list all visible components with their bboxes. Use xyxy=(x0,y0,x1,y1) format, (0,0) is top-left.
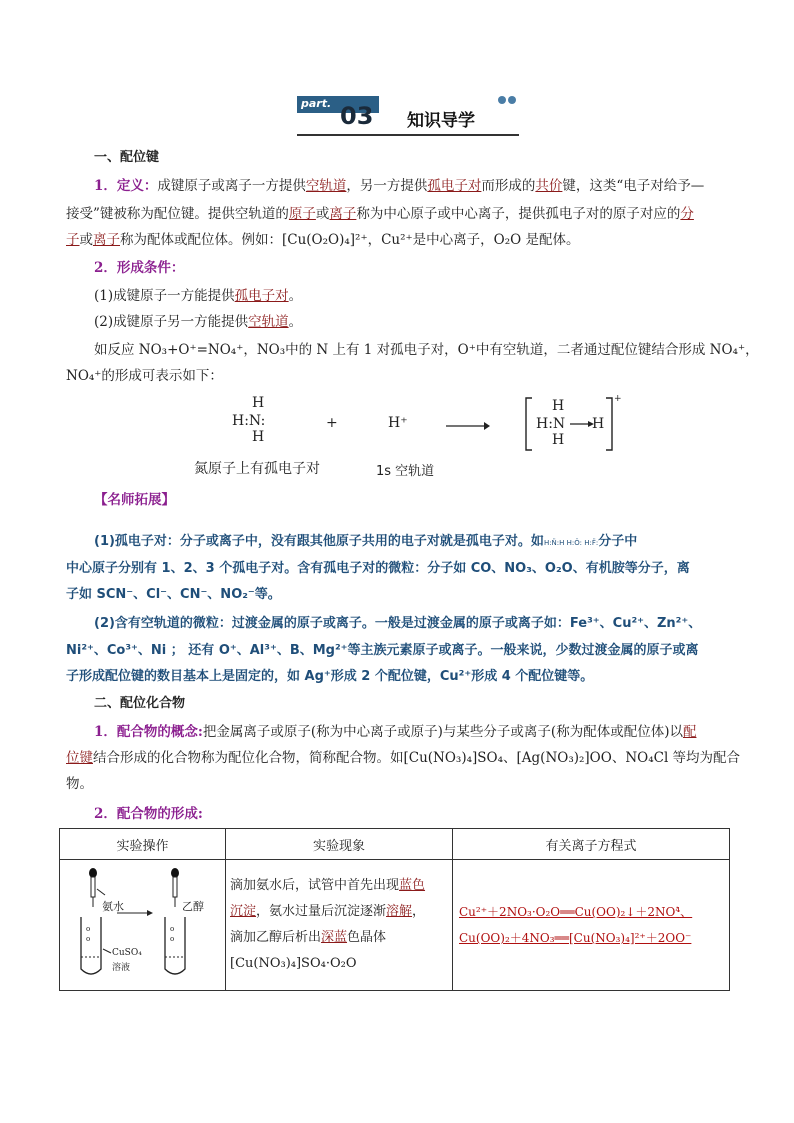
condition-label: 2．形成条件： xyxy=(94,260,185,276)
condition-1 xyxy=(94,286,758,306)
text: 称为配体或配位体。例如：[Cu(O₂O)₄]²⁺，Cu²⁺是中心离子，O₂O 是配体。 xyxy=(120,232,580,248)
concept-line-3: 物。 xyxy=(66,776,93,792)
section-title-1: 一、配位键 xyxy=(94,150,160,165)
keyword: 共价 xyxy=(535,178,563,194)
definition-line-1 xyxy=(94,176,758,196)
caption-lone-pair: 氮原子上有孤电子对 xyxy=(194,461,320,477)
observation-line xyxy=(230,899,448,925)
keyword: 离子 xyxy=(329,206,357,222)
table-header: 实验操作 xyxy=(60,829,226,860)
equation-cell xyxy=(453,860,730,991)
extension-line-2: 中心原子分别有 1、2、3 个孤电子对。含有孤电子对的微粒：分子如 CO、NO₃、O₂O、有机胺等分子，离 xyxy=(66,561,690,576)
text: 或 xyxy=(315,206,330,222)
caption-empty-orbital: 1s 空轨道 xyxy=(376,464,435,479)
text: 或 xyxy=(79,232,93,248)
table-header: 有关离子方程式 xyxy=(453,829,730,860)
keyword: 离子 xyxy=(93,232,120,248)
atom-h-bottom: H xyxy=(552,432,565,448)
text: ，另一方提供 xyxy=(346,178,428,194)
text: 称为中心原子或中心离子，提供孤电子对的原子对应的 xyxy=(356,206,681,222)
observation-cell xyxy=(226,860,453,991)
atom-n-row: H:N xyxy=(536,416,566,432)
text: 键，这类“电子对给予— xyxy=(562,178,705,194)
text: 结合形成的化合物称为配位化合物，简称配合物。如[Cu(NO₃)₄]SO₄、[Ag(NO₃)₂]OO、NO₄Cl 等均为配合 xyxy=(93,750,741,766)
proton: H⁺ xyxy=(388,415,408,431)
keyword: 子 xyxy=(66,232,80,248)
apparatus-cell xyxy=(60,860,226,991)
header-rule xyxy=(297,134,519,136)
header-part: part. xyxy=(301,97,332,110)
keyword: 孤电子对 xyxy=(427,178,482,194)
observation-line xyxy=(230,873,448,899)
keyword: 位键 xyxy=(66,750,93,766)
definition-line-3 xyxy=(66,230,730,250)
keyword: 深蓝 xyxy=(321,930,348,945)
reagent-label-solution: 溶液 xyxy=(112,963,131,973)
text: ， xyxy=(412,904,426,919)
text: 。 xyxy=(288,288,303,304)
extension-line-4: (2)含有空轨道的微粒：过渡金属的原子或离子。一般是过渡金属的原子或离子如：Fe³⁺、Cu²⁺、Zn²⁺、 xyxy=(94,616,702,631)
text: (1)孤电子对：分子或离子中，没有跟其他原子共用的电子对就是孤电子对。如 xyxy=(94,534,544,549)
header-number: 03 xyxy=(340,102,374,130)
text: (1)成键原子一方能提供 xyxy=(94,288,235,304)
decor-dots-icon xyxy=(497,94,519,106)
formation-label: 2．配合物的形成: xyxy=(94,806,203,822)
charge: + xyxy=(614,394,622,404)
reagent-label-ethanol: 乙醇 xyxy=(182,900,204,913)
extension-line-3: 子如 SCN⁻、Cl⁻、CN⁻、NO₂⁻等。 xyxy=(66,587,281,602)
observation-line: [Cu(NO₃)₄]SO₄·O₂O xyxy=(230,956,357,971)
atom-h-top: H xyxy=(552,398,565,414)
keyword: 沉淀 xyxy=(230,904,257,919)
text: 分子中 xyxy=(598,534,638,549)
extension-line-6: 子形成配位键的数目基本上是固定的，如 Ag⁺形成 2 个配位键，Cu²⁺形成 4 个配位键等。 xyxy=(66,669,594,684)
table-row xyxy=(60,860,730,991)
svg-text:o: o xyxy=(86,925,91,933)
reaction-arrow-icon xyxy=(446,420,490,432)
keyword: 空轨道 xyxy=(305,178,347,194)
text: ，氨水过量后沉淀逐渐 xyxy=(256,904,387,919)
table-header: 实验现象 xyxy=(226,829,453,860)
text: 滴加氨水后，试管中首先出现 xyxy=(230,878,400,893)
reaction-text-2: NO₄⁺的形成可表示如下： xyxy=(66,368,223,384)
concept-line-2 xyxy=(66,748,741,768)
header-title: 知识导学 xyxy=(407,111,475,131)
atom-n-row: H:N: xyxy=(232,413,266,429)
experiment-table xyxy=(59,828,730,991)
definition-label: 1．定义： xyxy=(94,178,158,194)
section-header xyxy=(297,96,519,136)
extension-title: 【名师拓展】 xyxy=(94,492,175,508)
svg-text:o: o xyxy=(170,935,175,943)
reagent-label-ammonia: 氨水 xyxy=(102,900,124,913)
extension-line-5: Ni²⁺、Co³⁺、Ni ； 还有 O⁺、Al³⁺、B、Mg²⁺等主族元素原子或离子。一般来说，少数过渡金属的原子或离 xyxy=(66,643,699,658)
reagent-label-cuso4: CuSO₄ xyxy=(112,948,142,958)
text: 接受”键被称为配位键。提供空轨道的 xyxy=(66,206,289,222)
svg-text:o: o xyxy=(170,925,175,933)
table-header-row xyxy=(60,829,730,860)
text: 滴加乙醇后析出 xyxy=(230,930,322,945)
test-tube-apparatus-icon xyxy=(61,861,224,989)
atom-h-bottom: H xyxy=(252,429,265,445)
ionic-equation-2: Cu(OO)₂＋4NO₃══[Cu(NO₃)₄]²⁺＋2OO⁻ xyxy=(459,931,692,945)
keyword: 配 xyxy=(682,724,697,740)
mini-formulas: H:N̈:H H:Ö: H:F̈: xyxy=(543,539,599,547)
text: 把金属离子或原子(称为中心离子或原子)与某些分子或离子(称为配体或配位体)以 xyxy=(202,724,683,740)
text: (2)成键原子另一方能提供 xyxy=(94,314,249,330)
reaction-text-1: 如反应 NO₃+O⁺=NO₄⁺，NO₃中的 N 上有 1 对孤电子对，O⁺中有空轨道，二者通过配位键结合形成 NO₄⁺， xyxy=(94,342,759,358)
keyword: 空轨道 xyxy=(248,314,289,330)
plus-sign: + xyxy=(326,415,338,431)
concept-label: 1．配合物的概念: xyxy=(94,724,203,740)
keyword: 原子 xyxy=(288,206,316,222)
text: 色晶体 xyxy=(347,930,387,945)
atom-h-right: H xyxy=(592,416,605,432)
definition-line-2 xyxy=(66,204,730,224)
concept-line-1 xyxy=(94,722,758,742)
svg-text:o: o xyxy=(86,935,91,943)
text: 成键原子或离子一方提供 xyxy=(157,178,306,194)
extension-line-1 xyxy=(94,532,758,553)
keyword: 分 xyxy=(680,206,694,222)
section-title-2: 二、配位化合物 xyxy=(94,696,186,711)
text: 。 xyxy=(288,314,303,330)
keyword: 蓝色 xyxy=(399,878,426,893)
keyword: 孤电子对 xyxy=(234,288,289,304)
atom-h-top: H xyxy=(252,395,265,411)
text: 而形成的 xyxy=(481,178,536,194)
observation-line xyxy=(230,925,448,951)
condition-2 xyxy=(94,312,758,332)
ionic-equation-1: Cu²⁺＋2NO₃·O₂O══Cu(OO)₂↓＋2NO⁴̇、 xyxy=(459,905,693,919)
keyword: 溶解 xyxy=(386,904,413,919)
